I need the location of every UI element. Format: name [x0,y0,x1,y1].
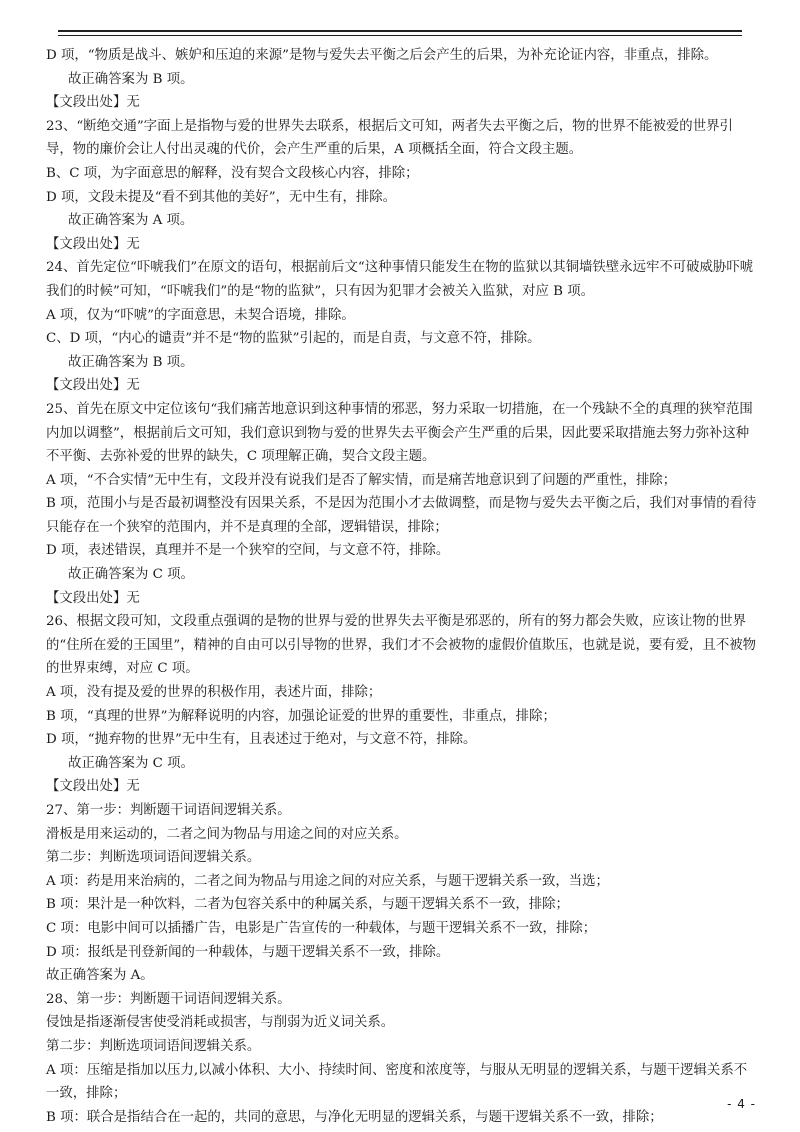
text-paragraph: D 项：报纸是刊登新闻的一种载体，与题干逻辑关系不一致，排除。 [46,944,450,960]
text-paragraph: A 项：压缩是指加以压力,以减小体积、大小、持续时间、密度和浓度等，与服从无明显的逻辑关系，与题干逻辑关系不一致，排除； [46,1062,748,1102]
text-paragraph: 故正确答案为 C 项。 [68,567,194,583]
text-paragraph: 25、首先在原文中定位该句“我们痛苦地意识到这种事情的邪恶，努力采取一切措施，在一个残缺不全的真理的狭窄范围内加以调整”，根据前后文可知，我们意识到物与爱的世界失去平衡会产生严重的后果，因此要采取措施去努力弥补这种不平衡、去弥补爱的世界的缺失，C 项理解正确，契合文段主题。 [46,401,753,465]
text-paragraph: C 项：电影中间可以插播广告，电影是广告宣传的一种载体，与题干逻辑关系不一致，排除； [46,920,597,936]
text-paragraph: 故正确答案为 B 项。 [68,71,194,87]
text-paragraph: B 项，“真理的世界”为解释说明的内容，加强论证爱的世界的重要性，非重点，排除； [46,708,556,724]
text-paragraph: 第二步：判断选项词语间逻辑关系。 [46,1038,261,1054]
text-paragraph: C、D 项，“内心的谴责”并不是“物的监狱”引起的，而是自责，与文意不符，排除。 [46,331,541,347]
text-paragraph: 【文段出处】无 [46,779,140,795]
text-paragraph: B 项：果汁是一种饮料，二者为包容关系中的种属关系，与题干逻辑关系不一致，排除； [46,897,569,913]
text-paragraph: 故正确答案为 A。 [46,968,154,984]
text-paragraph: 27、第一步：判断题干词语间逻辑关系。 [46,803,291,818]
text-paragraph: 【文段出处】无 [46,236,140,252]
text-paragraph: 23、“断绝交通”字面上是指物与爱的世界失去联系，根据后文可知，两者失去平衡之后，物的世界不能被爱的世界引导，物的廉价会让人付出灵魂的代价，会产生严重的后果，A 项概括全面，符合文段主题。 [46,118,733,158]
text-paragraph: D 项，文段未提及“看不到其他的美好”，无中生有，排除。 [46,189,397,205]
text-paragraph: D 项，“物质是战斗、嫉妒和压迫的来源”是物与爱失去平衡之后会产生的后果，为补充论证内容，非重点，排除。 [46,48,718,63]
text-paragraph: A 项：药是用来治病的，二者之间为物品与用途之间的对应关系，与题干逻辑关系一致，当选； [46,873,609,889]
text-paragraph: B 项，范围小与是否最初调整没有因果关系，不是因为范围小才去做调整，而是物与爱失去平衡之后，我们对事情的看待只能存在一个狭窄的范围内，并不是真理的全部，逻辑错误，排除； [46,496,757,535]
text-paragraph: D 项，“抛弃物的世界”无中生有，且表述过于绝对，与文意不符，排除。 [46,732,477,748]
text-paragraph: 28、第一步：判断题干词语间逻辑关系。 [46,991,291,1007]
text-paragraph: 【文段出处】无 [46,95,140,111]
text-paragraph: 侵蚀是指逐渐侵害使受消耗或损害，与削弱为近义词关系。 [46,1015,395,1031]
text-paragraph: B 项：联合是指结合在一起的，共同的意思，与净化无明显的逻辑关系，与题干逻辑关系不一致，排除； [46,1109,663,1125]
text-paragraph: 26、根据文段可知，文段重点强调的是物的世界与爱的世界失去平衡是邪恶的，所有的努力都会失败，应该让物的世界的“住所在爱的王国里”，精神的自由可以引导物的世界，我们才不会被物的虚假价值欺压，也就是说，要有爱，且不被物的世界束缚，对应 C 项。 [46,614,756,677]
page-number: - 4 - [727,1097,756,1111]
text-paragraph: 故正确答案为 B 项。 [68,354,194,370]
text-paragraph: 【文段出处】无 [46,590,140,606]
text-paragraph: A 项，仅为“吓唬”的字面意思，未契合语境，排除。 [46,307,355,323]
text-paragraph: A 项，没有提及爱的世界的积极作用，表述片面，排除； [46,685,382,701]
text-paragraph: A 项，“不合实情”无中生有，文段并没有说我们是否了解实情，而是痛苦地意识到了问题的严重性，排除； [46,472,677,488]
header-rule [58,30,742,36]
text-paragraph: B、C 项，为字面意思的解释，没有契合文段核心内容，排除； [46,165,419,181]
text-paragraph: 故正确答案为 A 项。 [68,213,194,229]
document-body [46,44,758,1129]
text-paragraph: 第二步：判断选项词语间逻辑关系。 [46,850,261,866]
text-paragraph: 【文段出处】无 [46,378,140,394]
text-paragraph: 滑板是用来运动的，二者之间为物品与用途之间的对应关系。 [46,826,408,842]
text-paragraph: 故正确答案为 C 项。 [68,755,194,771]
text-paragraph: D 项，表述错误，真理并不是一个狭窄的空间，与文意不符，排除。 [46,543,450,559]
text-paragraph: 24、首先定位“吓唬我们”在原文的语句，根据前后文“这种事情只能发生在物的监狱以其铜墙铁壁永远牢不可破威胁吓唬我们的时候”可知，“吓唬我们”的是“物的监狱”，只有因为犯罪才会被关入监狱，对应 B 项。 [46,260,754,299]
